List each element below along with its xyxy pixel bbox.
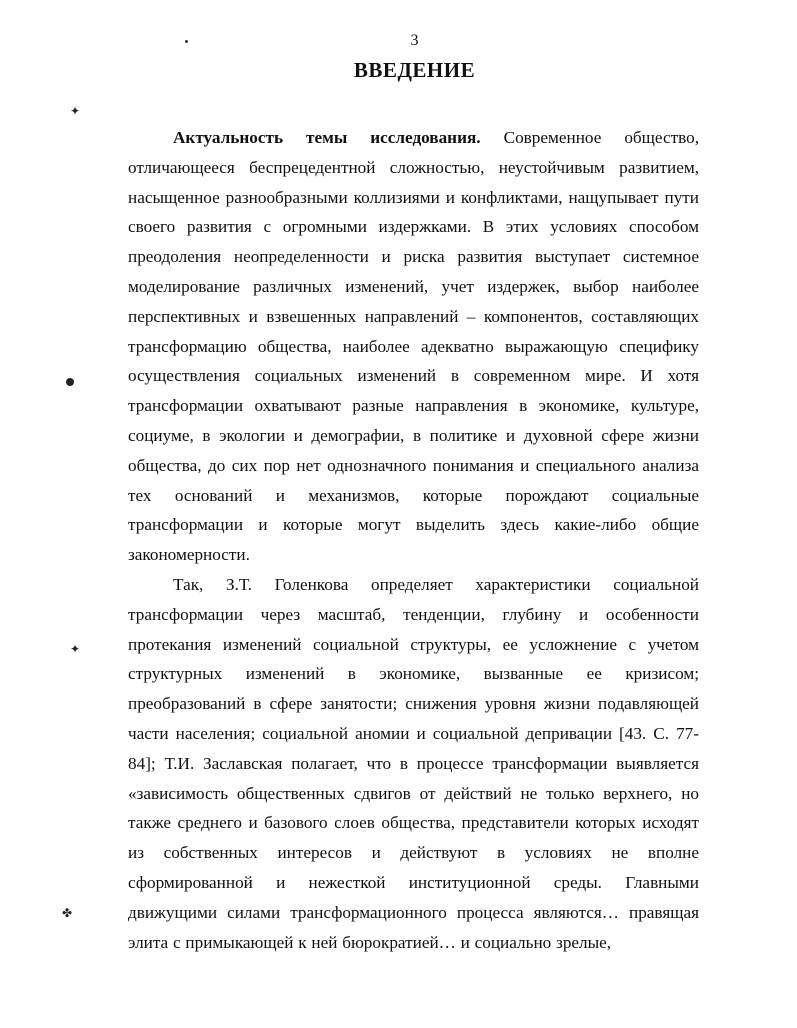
scan-mark-icon: ✦ [70, 104, 81, 118]
scan-mark-icon: ✤ [62, 906, 73, 920]
scan-mark-icon: ✦ [70, 642, 81, 656]
paragraph [128, 123, 699, 570]
paragraph-lead: Актуальность темы исследования. [173, 128, 481, 147]
scan-dot [185, 40, 188, 43]
page-title: ВВЕДЕНИЕ [353, 58, 476, 82]
document-body [128, 123, 699, 957]
scan-dot [66, 378, 74, 386]
paragraph: Так, З.Т. Голенкова определяет характеристики социальной трансформации через масштаб, тенденции, глубину и особенности протекания изменений социальной структуры, ее усложнение с учетом структурных изменений в экономике, вызванные ее кризисом; преобразований в сфере занятости; снижения уровня жизни подавляющей части населения; социальной аномии и социальной депривации [43. С. 77-84]; Т.И. Заславская полагает, что в процессе трансформации выявляется «зависимость общественных сдвигов от действий не только верхнего, но также среднего и базового слоев общества, представители которых исходят из собственных интересов и действуют в условиях не вполне сформированной и нежесткой институционной среды. Главными движущими силами трансформационного процесса являются… правящая элита с примыкающей к ней бюрократией… и социально зрелые, [128, 574, 699, 952]
page-number: 3 [410, 32, 419, 49]
paragraph-text: Современное общество, отличающееся беспрецедентной сложностью, неустойчивым развитием, насыщенное разнообразными коллизиями и конфликтами, нащупывает пути своего развития с огромными издержками. В этих условиях способом преодоления неопределенности и риска развития выступает системное моделирование различных изменений, учет издержек, выбор наиболее перспективных и взвешенных направлений – компонентов, составляющих трансформацию общества, наиболее адекватно выражающую специфику осуществления социальных изменений в современном мире. И хотя трансформации охватывают разные направления в экономике, культуре, социуме, в экологии и демографии, в политике и духовной сфере жизни общества, до сих пор нет однозначного понимания и специального анализа тех оснований и механизмов, которые порождают социальные трансформации и которые могут выделить здесь какие-либо общие закономерности. [128, 128, 699, 565]
